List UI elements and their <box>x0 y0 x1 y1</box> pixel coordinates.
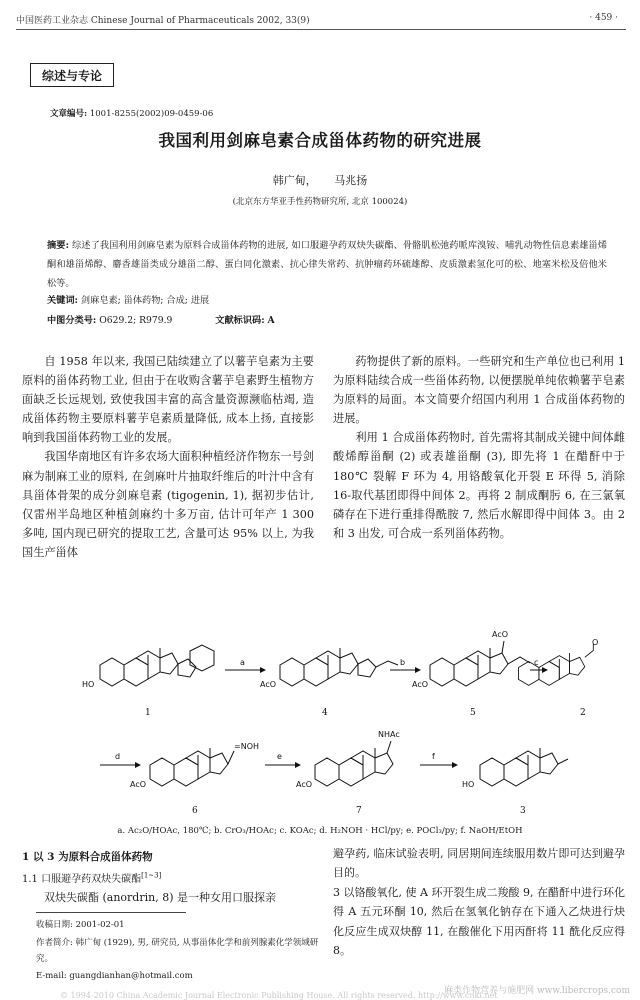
right-column-continued: 避孕药, 临床试验表明, 同居期间连续服用数片即可达到避孕目的。 3 以铬酸氧化, 使 A 环开裂生成二羧酸 9, 在醋酐中进行环化得 A 五元环酮 10, 然后在氢氧化钠存在下通入乙炔进行炔化反应生成双炔醇 11, 在酸催化下用丙酐将 11 酰化反应得 8。 <box>333 847 625 958</box>
scheme-caption: a. Ac₂O/HOAc, 180℃; b. CrO₃/HOAc; c. KOAc; d. H₂NOH · HCl/py; e. POCl₃/py; f. NaOH/EtOH <box>117 826 523 836</box>
compound-label-7: 7 <box>356 806 362 816</box>
footnote-author: 作者简介: 韩广甸 (1929), 男, 研究员, 从事甾体化学和前列腺素化学领域研究。 <box>36 938 319 964</box>
footnote-received: 收稿日期: 2001-02-01 <box>36 920 125 930</box>
section-label-box: 综述与专论 <box>30 63 114 87</box>
arrow-label-f: f <box>432 752 435 761</box>
arrow-label-b: b <box>400 658 406 667</box>
right-column <box>333 352 625 543</box>
compound-label-4: 4 <box>322 708 328 718</box>
page-number: · 459 · <box>589 13 618 23</box>
reaction-scheme-drawing <box>60 625 600 825</box>
group-label-6: AcO <box>130 780 147 789</box>
abstract <box>47 236 607 293</box>
paragraph: 我国华南地区有许多农场大面积种植经济作物东一号剑麻为制麻工业的原料, 在剑麻叶片抽取纤维后的叶汁中含有具甾体骨架的成分剑麻皂素 (tigogenin, 1), 据初步估计, 仅雷州半岛地区种植剑麻约十多万亩, 估计可年产 1 300 多吨, 国内现已研究的提取工艺, 含量可达 95% 以上, 为我国生产甾体 <box>22 450 314 559</box>
arrow-label-d: d <box>115 752 121 761</box>
footnote-divider <box>36 912 186 913</box>
article-title: 我国利用剑麻皂素合成甾体药物的研究进展 <box>158 131 482 150</box>
group-label-1: HO <box>82 680 95 689</box>
affiliation: (北京东方华亚手性药物研究所, 北京 100024) <box>232 197 408 207</box>
section-text: 双炔失碳酯 (anordrin, 8) 是一种女用口服探亲 <box>44 891 276 904</box>
oxime-group: =NOH <box>234 742 259 751</box>
acetoxy-label: AcO <box>492 630 509 639</box>
compound-label-1: 1 <box>145 708 151 718</box>
copyright-line: © 1994-2010 China Academic Journal Electronic Publishing House. All rights reserved. http://www.cnki.net <box>60 991 498 1000</box>
subsection-heading <box>22 870 161 885</box>
arrow-label-a: a <box>240 658 245 667</box>
group-label-5: AcO <box>412 680 429 689</box>
article-number <box>50 107 213 119</box>
doc-id-label: 文献标识码: <box>215 315 265 326</box>
keywords <box>47 292 209 306</box>
acetamido-group: NHAc <box>378 730 400 739</box>
abstract-text: 综述了我国利用剑麻皂素为原料合成甾体药物的进展, 如口服避孕药双炔失碳酯、骨骼肌松弛药哌库溴铵、哺乳动物性信息素雄甾烯酮和雄甾烯醇、麝香雄甾类成分雄甾二醇、蛋白同化激素、抗心律失常药、抗肿瘤药环硫雄醇、皮质激素氢化可的松、地塞米松及倍他米松等。 <box>47 240 608 289</box>
compound-label-2: 2 <box>580 708 586 718</box>
ketone-oxygen: O <box>592 638 599 647</box>
classification <box>47 312 275 326</box>
paragraph: 利用 1 合成甾体药物时, 首先需将其制成关键中间体雌酸烯醇甾酮 (2) 或表雄甾酮 (3), 即先将 1 在醋酐中于 180℃ 裂解 F 环为 4, 用铬酸氧化开裂 E 环得 5, 消除 16-取代基团即得中间体 2。再将 2 制成酮肟 6, 在三氯氧磷存在下进行重排得酰胺 7, 然后水解即得中间体 3。由 2 和 3 出发, 可合成一系列甾体药物。 <box>333 431 625 540</box>
reference-marker: [1~3] <box>141 871 162 880</box>
subsection-title: 1.1 口服避孕药双炔失碳酯 <box>22 874 142 885</box>
group-label-7: AcO <box>296 780 313 789</box>
abstract-label: 摘要: <box>47 240 69 251</box>
journal-header: 中国医药工业杂志 Chinese Journal of Pharmaceuticals 2002, 33(9) <box>16 16 310 26</box>
keywords-text: 剑麻皂素; 甾体药物; 合成; 进展 <box>80 295 210 306</box>
authors: 韩广甸， 马兆扬 <box>272 174 368 187</box>
compound-label-6: 6 <box>192 806 198 816</box>
keywords-label: 关键词: <box>47 295 78 306</box>
arrow-label-e: e <box>277 752 282 761</box>
section-heading: 1 以 3 为原料合成甾体药物 <box>22 851 153 863</box>
left-column <box>22 352 314 562</box>
compound-label-5: 5 <box>470 708 476 718</box>
paragraph: 自 1958 年以来, 我国已陆续建立了以薯芋皂素为主要原料的甾体药物工业, 但由于在收购含薯芋皂素野生植物方面缺乏长远规划, 致使我国丰富的高含量资源濒临枯竭, 造成甾体药物主要原料薯芋皂素质量降低, 成本上扬, 直接影响到我国甾体药物工业的发展。 <box>22 355 314 445</box>
group-label-4: AcO <box>260 680 277 689</box>
doc-id-text: A <box>267 315 275 326</box>
compound-label-3: 3 <box>520 806 526 816</box>
clc-label: 中图分类号: <box>47 315 97 326</box>
footnote-email: E-mail: guangdianhan@hotmail.com <box>36 971 193 981</box>
article-number-value: 1001-8255(2002)09-0459-06 <box>89 109 214 119</box>
clc-text: O629.2; R979.9 <box>99 315 173 326</box>
arrow-label-c: c <box>534 658 539 667</box>
header-divider <box>16 29 626 30</box>
group-label-3: HO <box>462 780 475 789</box>
paragraph: 药物提供了新的原料。一些研究和生产单位也已利用 1 为原料陆续合成一些甾体药物, 以便摆脱单纯依赖薯芋皂素为原料的局面。本文简要介绍国内利用 1 合成甾体药物的进展。 <box>333 355 625 426</box>
watermark-text: 麻类作物营养与施肥网 www.libercrops.com <box>444 986 630 996</box>
reaction-scheme <box>60 625 600 825</box>
article-number-label: 文章编号: <box>50 109 88 119</box>
